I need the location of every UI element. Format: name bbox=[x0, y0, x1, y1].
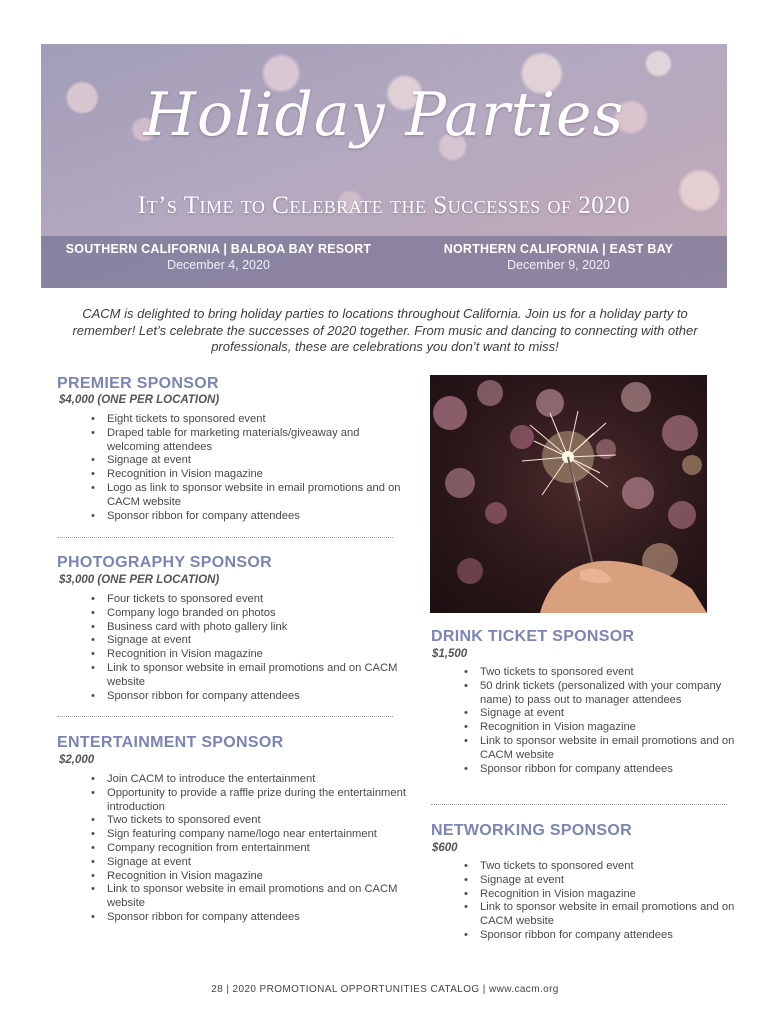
benefit-item: • Company logo branded on photos bbox=[107, 607, 407, 621]
sparkler-illustration bbox=[430, 375, 707, 613]
benefit-item: • Sponsor ribbon for company attendees bbox=[107, 510, 407, 524]
benefit-item: • Link to sponsor website in email promotions and on CACM website bbox=[107, 883, 407, 911]
location-name: SOUTHERN CALIFORNIA | BALBOA BAY RESORT bbox=[65, 242, 372, 256]
benefit-item: • Draped table for marketing materials/giveaway and welcoming attendees bbox=[107, 427, 407, 455]
sparkler-photo bbox=[430, 375, 707, 613]
benefit-item: • Sponsor ribbon for company attendees bbox=[107, 690, 407, 704]
benefit-item: • Four tickets to sponsored event bbox=[107, 593, 407, 607]
section-divider bbox=[57, 537, 393, 538]
intro-paragraph: CACM is delighted to bring holiday parties to locations throughout California. Join us for a holiday party to remember! Let’s celebrate the successes of 2020 together. From music and dancing to connecting with other professionals, these are celebrations you don’t want to miss! bbox=[72, 306, 698, 354]
benefit-item: • Recognition in Vision magazine bbox=[107, 468, 407, 482]
section-divider bbox=[57, 716, 393, 717]
location-date: December 9, 2020 bbox=[507, 258, 610, 272]
benefit-item: • Signage at event bbox=[480, 874, 736, 888]
drink-ticket-sponsor-benefits bbox=[464, 666, 736, 776]
benefit-item: • Sign featuring company name/logo near entertainment bbox=[107, 828, 407, 842]
benefit-item: • Join CACM to introduce the entertainment bbox=[107, 773, 407, 787]
benefit-item: • Company recognition from entertainment bbox=[107, 842, 407, 856]
photography-sponsor-benefits bbox=[91, 593, 407, 703]
holiday-banner bbox=[41, 44, 727, 288]
location-northern-california bbox=[391, 242, 726, 272]
benefit-item: • Link to sponsor website in email promotions and on CACM website bbox=[480, 735, 736, 763]
benefit-item: • Signage at event bbox=[107, 454, 407, 468]
entertainment-sponsor-title: ENTERTAINMENT SPONSOR bbox=[57, 734, 284, 751]
networking-sponsor-benefits bbox=[464, 860, 736, 943]
banner-subtitle: It’s Time to Celebrate the Successes of 2020 bbox=[137, 192, 631, 219]
photography-sponsor-price: $3,000 (ONE PER LOCATION) bbox=[59, 574, 220, 586]
benefit-item: • Two tickets to sponsored event bbox=[480, 860, 736, 874]
benefit-item: • Eight tickets to sponsored event bbox=[107, 413, 407, 427]
benefit-item: • Link to sponsor website in email promotions and on CACM website bbox=[107, 662, 407, 690]
benefit-item: • Recognition in Vision magazine bbox=[107, 870, 407, 884]
benefit-item: • 50 drink tickets (personalized with your company name) to pass out to manager attendees bbox=[480, 680, 736, 708]
benefit-item: • Link to sponsor website in email promotions and on CACM website bbox=[480, 901, 736, 929]
networking-sponsor-title: NETWORKING SPONSOR bbox=[431, 822, 632, 839]
benefit-item: • Signage at event bbox=[107, 634, 407, 648]
networking-sponsor-price: $600 bbox=[432, 842, 458, 854]
benefit-item: • Two tickets to sponsored event bbox=[480, 666, 736, 680]
benefit-item: • Logo as link to sponsor website in email promotions and on CACM website bbox=[107, 482, 407, 510]
section-divider bbox=[431, 804, 727, 805]
benefit-item: • Business card with photo gallery link bbox=[107, 621, 407, 635]
drink-ticket-sponsor-title: DRINK TICKET SPONSOR bbox=[431, 628, 635, 645]
benefit-item: • Sponsor ribbon for company attendees bbox=[107, 911, 407, 925]
premier-sponsor-title: PREMIER SPONSOR bbox=[57, 375, 219, 392]
benefit-item: • Recognition in Vision magazine bbox=[480, 888, 736, 902]
photography-sponsor-title: PHOTOGRAPHY SPONSOR bbox=[57, 554, 272, 571]
benefit-item: • Two tickets to sponsored event bbox=[107, 814, 407, 828]
banner-title: Holiday Parties bbox=[143, 80, 625, 150]
location-strip bbox=[41, 236, 727, 288]
location-southern-california bbox=[51, 242, 386, 272]
benefit-item: • Sponsor ribbon for company attendees bbox=[480, 929, 736, 943]
location-name: NORTHERN CALIFORNIA | EAST BAY bbox=[443, 242, 674, 256]
benefit-item: • Signage at event bbox=[480, 707, 736, 721]
benefit-item: • Signage at event bbox=[107, 856, 407, 870]
drink-ticket-sponsor-price: $1,500 bbox=[432, 648, 468, 660]
entertainment-sponsor-price: $2,000 bbox=[59, 754, 95, 766]
premier-sponsor-price: $4,000 (ONE PER LOCATION) bbox=[59, 394, 220, 406]
premier-sponsor-benefits bbox=[91, 413, 407, 523]
benefit-item: • Recognition in Vision magazine bbox=[107, 648, 407, 662]
benefit-item: • Recognition in Vision magazine bbox=[480, 721, 736, 735]
location-date: December 4, 2020 bbox=[167, 258, 270, 272]
entertainment-sponsor-benefits bbox=[91, 773, 407, 925]
benefit-item: • Sponsor ribbon for company attendees bbox=[480, 763, 736, 777]
benefit-item: • Opportunity to provide a raffle prize during the entertainment introduction bbox=[107, 787, 407, 815]
page-footer: 28 | 2020 PROMOTIONAL OPPORTUNITIES CATALOG | www.cacm.org bbox=[211, 984, 559, 995]
